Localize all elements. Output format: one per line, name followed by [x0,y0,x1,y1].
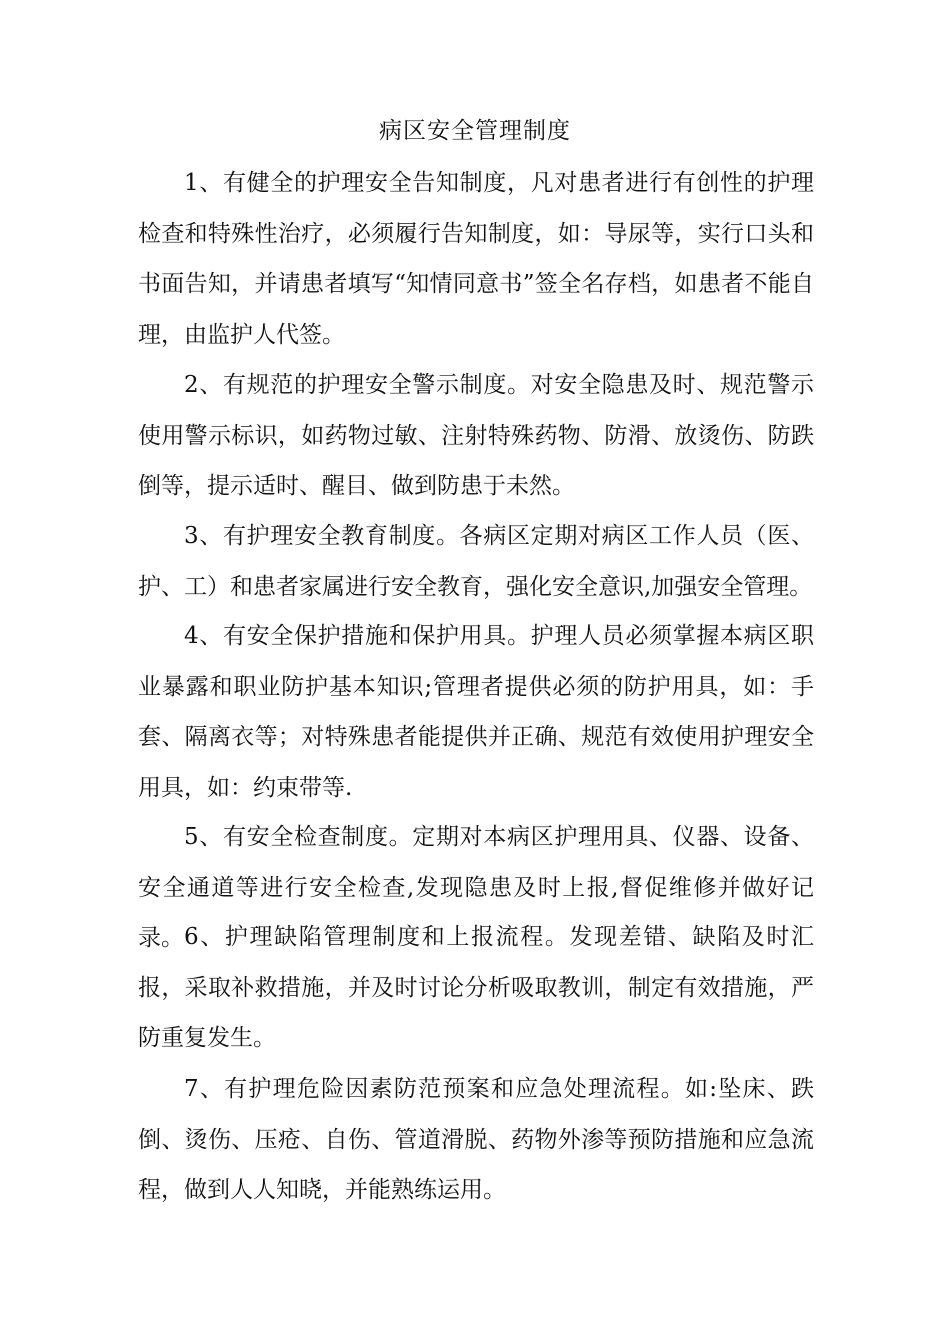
paragraph-4: 4、有安全保护措施和保护用具。护理人员必须掌握本病区职业暴露和职业防护基本知识;管理者提供必须的防护用具，如：手套、隔离衣等；对特殊患者能提供并正确、规范有效使用护理安全用具，如：约束带等. [138,623,814,801]
paragraph-1: 1、有健全的护理安全告知制度，凡对患者进行有创性的护理检查和特殊性治疗，必须履行告知制度，如：导尿等，实行口头和书面告知，并请患者填写“知情同意书”签全名存档，如患者不能自理，由监护人代签。 [138,170,814,348]
paragraph-5: 5、有安全检查制度。定期对本病区护理用具、仪器、设备、安全通道等进行安全检查,发现隐患及时上报,督促维修并做好记录。 [138,824,814,951]
paragraph-2: 2、有规范的护理安全警示制度。对安全隐患及时、规范警示使用警示标识，如药物过敏、注射特殊药物、防滑、放烫伤、防跌倒等，提示适时、醒目、做到防患于未然。 [138,372,814,499]
paragraph-7: 7、有护理危险因素防范预案和应急处理流程。如:坠床、跌倒、烫伤、压疮、自伤、管道滑脱、药物外渗等预防措施和应急流程，做到人人知晓，并能熟练运用。 [138,1076,814,1203]
paragraph-3: 3、有护理安全教育制度。各病区定期对病区工作人员（医、护、工）和患者家属进行安全教育，强化安全意识,加强安全管理。 [138,523,814,600]
paragraph-6: 6、护理缺陷管理制度和上报流程。发现差错、缺陷及时汇报，采取补救措施，并及时讨论分析吸取教训，制定有效措施，严防重复发生。 [138,924,814,1051]
document-title: 病区安全管理制度 [379,118,571,144]
